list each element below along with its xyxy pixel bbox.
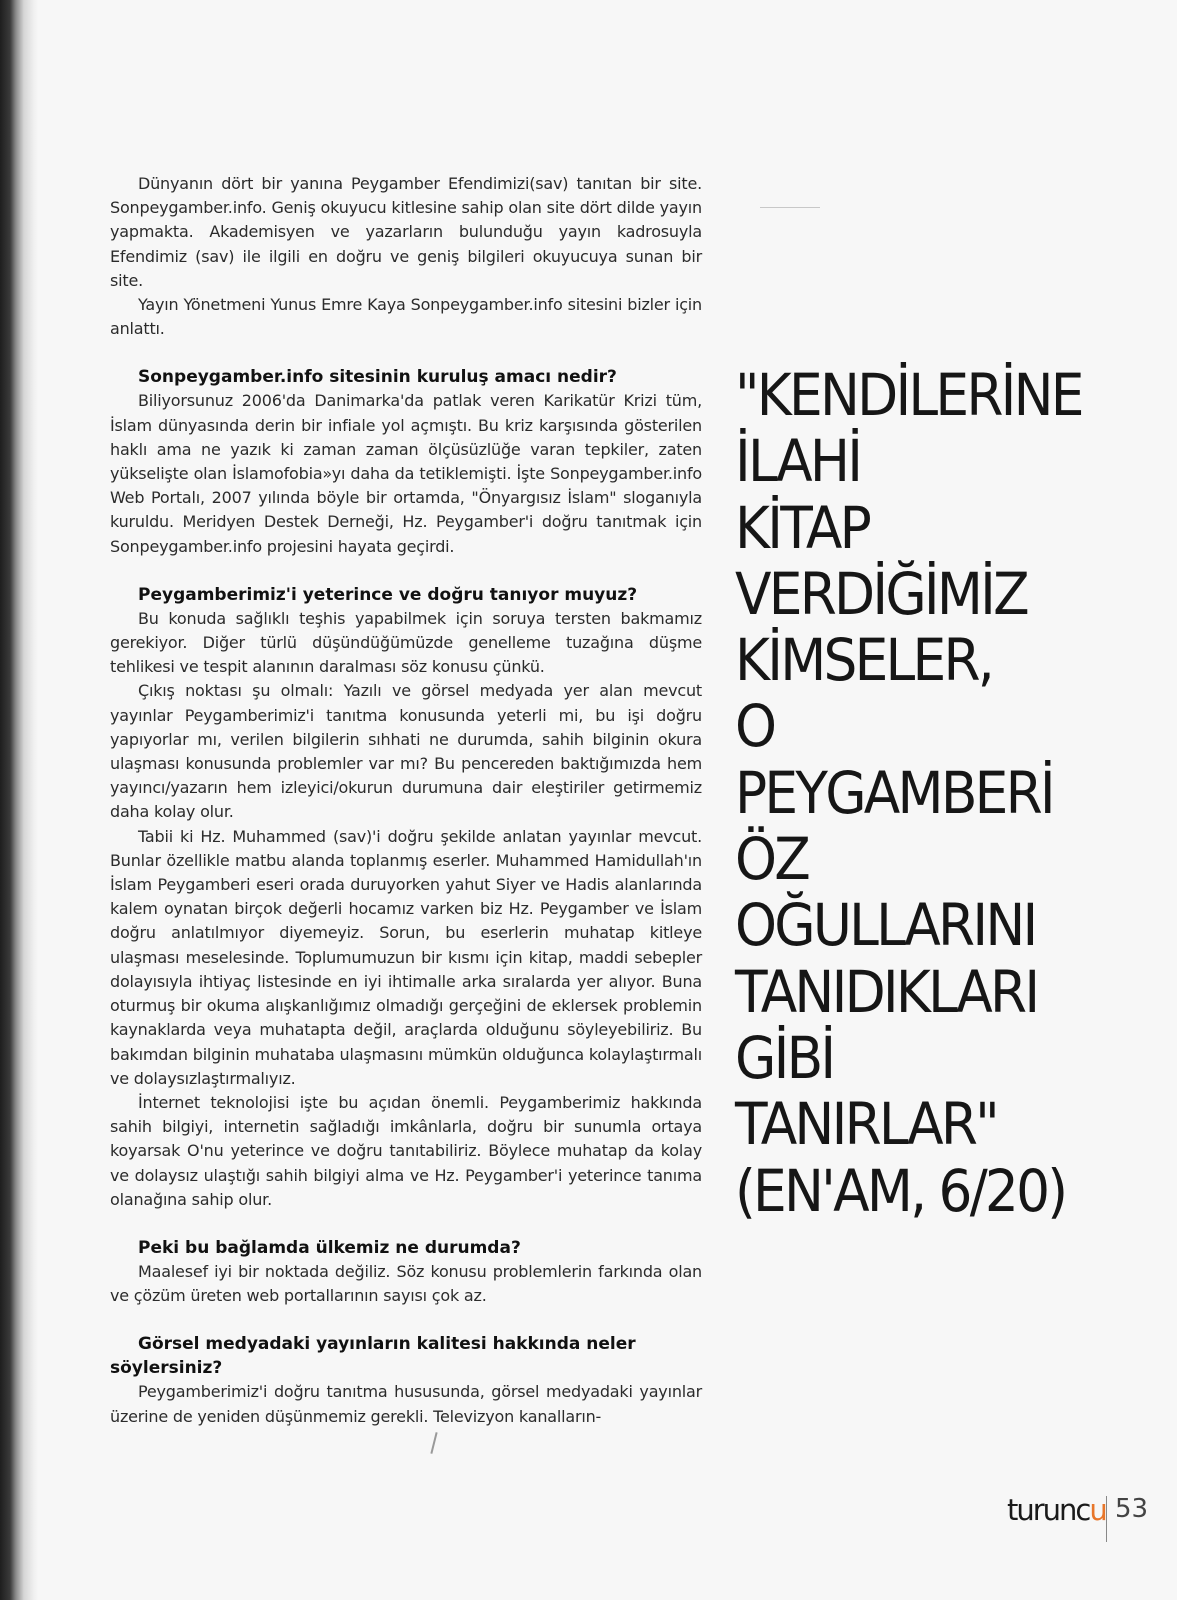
question-heading: Peygamberimiz'i yeterince ve doğru tanıyor muyuz? xyxy=(138,584,638,605)
pull-quote-line: O xyxy=(735,692,775,761)
question-heading: Peki bu bağlamda ülkemiz ne durumda? xyxy=(138,1237,521,1258)
pull-quote-line: İLAHİ xyxy=(735,427,861,496)
pull-quote-line: ÖZ xyxy=(735,825,809,894)
answer-paragraph: Maalesef iyi bir noktada değiliz. Söz konusu problemlerin farkında olan ve çözüm üreten web portallarının sayısı çok az. xyxy=(110,1261,702,1306)
pull-quote-line: KİMSELER, xyxy=(735,626,992,695)
answer-paragraph: İnternet teknolojisi işte bu açıdan önemli. Peygamberimiz hakkında sahih bilgiyi, internetin sağladığı imkânlarla, doğru bir sunumla ortaya koyarsak O'nu yeterince ve doğru tanıtabiliriz. Böylece muhatap da kolay ve dolaysız ulaştığı sahih bilgiyi alma ve Hz. Peygamber'i yeterince tanıma olanağına sahip olur. xyxy=(110,1092,702,1209)
answer-paragraph: Biliyorsunuz 2006'da Danimarka'da patlak veren Karikatür Krizi tüm, İslam dünyasında derin bir infiale yol açmıştı. Bu kriz karşısında gösterilen haklı ama ne yazık ki zaman zaman ölçüsüzlüğe varan tepkiler, zaten yükselişte olan İslamofobia»yı daha da tetiklemişti. İşte Sonpeygamber.info Web Portalı, 2007 yılında böyle bir ortamda, "Önyargısız İslam" sloganıyla kuruldu. Meridyen Destek Derneği, Hz. Peygamber'i doğru tanıtmak için Sonpeygamber.info projesini hayata geçirdi. xyxy=(110,391,702,556)
intro-paragraph: Dünyanın dört bir yanına Peygamber Efendimizi(sav) tanıtan bir site. Sonpeygamber.info. Geniş okuyucu kitlesine sahip olan site dört dilde yayın yapmakta. Akademisyen ve yazarların bulunduğu yayın kadrosuyla Efendimiz (sav) ile ilgili en doğru ve geniş bilgileri okuyucuya sunan bir site. xyxy=(110,174,702,290)
answer-paragraph: Çıkış noktası şu olmalı: Yazılı ve görsel medyada yer alan mevcut yayınlar Peygamberimiz'i tanıtma konusunda yeterli mi, bu işi doğru yapıyorlar mı, verilen bilgilerin sıhhati ne durumda, sahih bilginin okura ulaşması konusunda problemler var mı? Bu pencereden baktığımızda hem yayıncı/yazarın hem izleyici/okurun durumuna dair eleştiriler getirmemiz daha kolay olur. xyxy=(110,681,702,822)
intro-paragraph: Yayın Yönetmeni Yunus Emre Kaya Sonpeygamber.info sitesini bizler için anlattı. xyxy=(110,295,702,339)
page-number: 53 xyxy=(1115,1494,1149,1524)
footer-divider xyxy=(1106,1496,1107,1542)
pull-quote-line: "KENDİLERİNE xyxy=(735,361,1082,429)
answer-paragraph: Peygamberimiz'i doğru tanıtma hususunda, görsel medyadaki yayınlar üzerine de yeniden düşünmemiz gerekli. Televizyon kanalların- xyxy=(110,1382,702,1426)
pull-quote-line: VERDİĞİMİZ xyxy=(735,559,1027,628)
logo-text: turunc xyxy=(1007,1493,1090,1527)
magazine-logo xyxy=(1007,1493,1106,1527)
pull-quote xyxy=(735,362,1121,1224)
answer-paragraph: Bu konuda sağlıklı teşhis yapabilmek için soruya tersten bakmamız gerekiyor. Diğer türlü düşündüğümüzde genelleme tuzağına düşme tehlikesi ve tespit alanının daralması söz konusu çünkü. xyxy=(110,608,702,677)
article-body xyxy=(110,172,702,1429)
page-binding-shadow xyxy=(0,0,38,1600)
pull-quote-line: GİBİ xyxy=(735,1023,834,1092)
pull-quote-line: TANIRLAR" xyxy=(735,1090,997,1159)
pull-quote-line: PEYGAMBERİ xyxy=(735,758,1053,827)
pull-quote-line: KİTAP xyxy=(735,493,870,562)
answer-paragraph: Tabii ki Hz. Muhammed (sav)'i doğru şekilde anlatan yayınlar mevcut. Bunlar özellikle matbu alanda toplanmış eserler. Muhammed Hamidullah'ın İslam Peygamberi eseri orada duruyorken yahut Siyer ve Hadis alanlarında kalem oynatan birçok değerli hocamız varken biz Hz. Peygamber ve İslam doğru anlatılmıyor diyemeyiz. Sorun, bu eserlerin muhatap kitleye ulaşması meselesinde. Toplumumuzun bir kısmı için kitap, maddi sebepler dolayısıyla ihtiyaç listesinde en iyi ihtimalle arka sıralarda yer alıyor. Buna oturmuş bir okuma alışkanlığımız olmadığı gerçeğini de eklersek problemin kaynaklarda veya muhatapta değil, araçlarda olduğunu söyleyebiliriz. Bu bakımdan bilginin muhataba ulaşmasını mümkün olduğunca kolaylaştırmalı ve dolaysızlaştırmalıyız. xyxy=(110,826,702,1088)
pull-quote-line: (EN'AM, 6/20) xyxy=(735,1156,1066,1225)
question-heading: Görsel medyadaki yayınların kalitesi hakkında neler söylersiniz? xyxy=(110,1334,636,1379)
logo-accent-text: u xyxy=(1089,1493,1106,1527)
question-heading: Sonpeygamber.info sitesinin kuruluş amacı nedir? xyxy=(138,367,617,388)
pull-quote-line: TANIDIKLARI xyxy=(735,957,1038,1026)
print-mark xyxy=(430,1432,437,1454)
print-mark xyxy=(760,207,820,208)
pull-quote-line: OĞULLARINI xyxy=(735,891,1036,960)
